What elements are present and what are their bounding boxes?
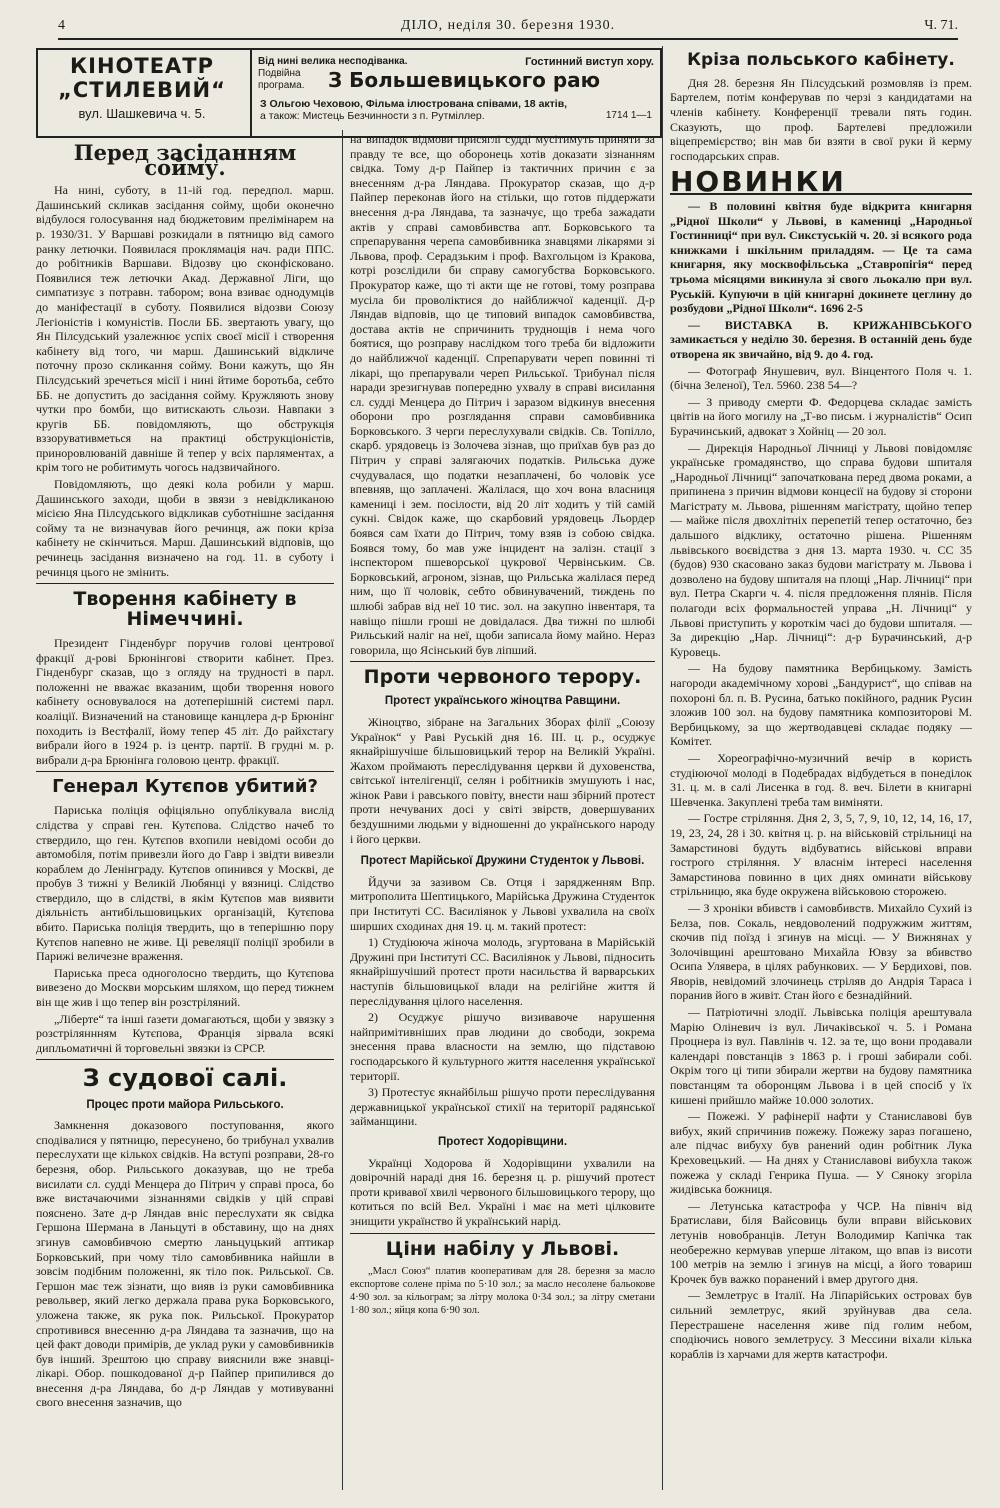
news-item-9: — З хроніки вбивств і самовбивств. Михайло Сухий із Белза, пов. Сокаль, невдоволений подружжим життям, скочив під поїзд і згинув на місці. — У Вижнянах у Золочівщині арештовано Михайла Ювзу за вбивство Осипа Улявера, в цілях рабункових. — У Бердиховi, пов. Яворів, невідомий злочинець стріляв до Андрія Тараса і поранив його в живіт. Стан його є безнадійний.: [670, 900, 972, 1003]
article-kutepov-p3: „Ліберте“ та інші ґазети домагаються, щоби у звязку з розстріляннням Кутєпова, Франція зірвала всякі дипльоматичні й торговельні звязки із СРСР.: [36, 1011, 334, 1055]
page-number: 4: [58, 18, 65, 33]
ad-code: 1714 1—1: [605, 110, 652, 121]
news-item-7: — Хореографічно-музичний вечір в користь студіюючої молоді в Подебрадах відбудеться в понеділок 31. ц. м. в салі Лисенка в год. 8. веч. Білети в книгарні Шевченка. Закуплені треба там виміняти.: [670, 750, 972, 809]
cinema-address: вул. Шашкевича ч. 5.: [78, 106, 206, 121]
divider: [350, 1233, 655, 1234]
headline-sejm: Перед засіданням сойму.: [73, 140, 297, 180]
divider: [350, 661, 655, 662]
column-3: [670, 46, 972, 1496]
news-item-5: — Дирекція Народньої Лічниці у Львові повідомляє українське громадянство, що справа будови шпиталя „Народньої Лічниці“ започаткована перед двома роками, а припинена з причин відмови концесії на будову зі сторони Магістрату м. Львова, рішенням магістрату, щойно тепер — майже після двохлітніх перепетій тепер остаточно, без дальшого відклику, остаточно рішена. Рішенням львівського воєвідства з дня 13. марта 1930. ч. СС 35 (будов) 930 скасовано заказ будови магістрату м. Львова і дозволено на будову шпиталя на площі „Нар. Лічниці“ при вул. Петра Скарги ч. 4. після предложення плянів. Після полагоди всіх формальностей управа „Н. Лічниці“ у Львові приступить у короткім часі до будови шпиталя. — За дирекцію „Нар. Лічниці“: д-р Бурачинський, д-р Куровець.: [670, 440, 972, 659]
news-item-1: — В половині квітня буде відкрита книгарня „Рідної Школи“ у Львові, в камениці „Народньої Гостинниці“ при вул. Сикстуській ч. 20. зі всякого рода книжками і шкільним приладдям. — Це та сама книгарня, яку москвофільська „Ставропігія“ перед трьома місяцями викинула зі свого льокалю при вул. Руській. Купуючи в цій книгарні докинете цеглину до розбудови „Рідної Школи“. 1696 2-5: [670, 199, 972, 316]
news-item-12: — Летунська катастрофа у ЧСР. На північ від Братислави, біля Вайсовиць були вправи військових летунів новобранців. Летун Володимир Капічка так необережно кермував уперше літаком, що впав із висоти 100 метрів на землю і згинув на місці, а його товариш Крочек був важко поранений і вмер другого дня.: [670, 1198, 972, 1286]
article-khodoriv-p1: Українці Ходорова й Ходорівщини ухвалили на довірочній нараді дня 16. березня ц. р. рішучий протест проти кривавої хвилі червоного більшовицького терору, що котиться по всій Вел. Україні і має на меті цілковите знищити українство й український нарід.: [350, 1155, 655, 1228]
article-students-p4: 3) Протестує якнайбільш рішучо проти переслідування державницької української стихії на території радянської займанщини.: [350, 1085, 655, 1129]
issue-number: Ч. 71.: [924, 18, 958, 33]
column-rule-1: [342, 130, 343, 1490]
subhead-khodoriv: Протест Ходорівщини.: [437, 1135, 568, 1148]
headline-court: З судової салі.: [82, 1064, 288, 1093]
headline-polish-cabinet: Кріза польського кабінету.: [687, 50, 955, 70]
article-students-p2: 1) Студіююча жіноча молодь, згуртована в Марійській Дружині при Інституті СС. Василіянок у Львові, підносить якнайрішучіший протест проти насильства й варварських наступів більшовицької влади на релігійне життя й переслідування цілого населення.: [350, 935, 655, 1008]
cinema-label: КІНОТЕАТР: [69, 54, 215, 78]
section-news: НОВИНКИ: [670, 175, 972, 195]
article-court-cont: на випадок відмови присяглі судді мусітимуть приняти за правду те все, що оборонець хотів доказати зізнанням свідка. Тому д-р Пайпер із тактичних причин є за внесенням д-ра Ляндава. Прокуратор сказав, що д-р Пайпер переконав його на стільки, що готов піддержати внесення д-ра Ляндава, та зазначує, що треба зажадати актів у справі самовбивства апт. Борковського та спрепарування черепа самовбивника знавцями лікарями зі Львова, проф. Серадзьким і проф. Вахгольцом із Кракова, котрі розслідили би справу самогубства Борковського. Прокуратор каже, що ті акти ще не готові, тому розправа мусіла би проволіктися до найближчої каденції. Д-р Ляндав відповів, що це типовий випадок самовбивства, доставa актів не спричинить труднощів і нема чого боятися, що розправу наслідком того треба би відложити до найближчої каденції. Спрепарувати череп повинні ті лікарі, що препарували череп Рильської. Трибунал після наради зрезигнував попередню ухвалу в справі висилання сл. судді Менцера до Пітрич і заразом відкинув внесення оборони про розглядання справи самовбивника Борковського. З черги переслухували свідків. Св. Топілло, скарб. урядовець із Золочева зізнав, що приїхав був раз до Пітрич у справі залягаючих податків. Рильська дуже счудувалася, що податки незаплачені, бо чоловік усе впевняв, що заплачені. Жалілася, що хоч вона власниця камениці і зем. посілости, від 20 літ ходить у тій самій сукні. Свідок каже, що скарбовий урядовець Льордер боявся сам їхати до Пітрич, тому взяв із собою свідка. Боявся тому, бо мав уже інцидент на залізн. стації з інспектором пшеворської цукрової Червінським. Св. Борковський, агроном, зізнав, що Рильська жалілася перед ним, що її чоловік, себто обвинувачений, тиждень по шлюбі забрав від неї 10 тис. зол. на закупно інвентаря, та навіщо пішли гроші не довідалася. Два тижні по шлюбі Рильський наліг на неї, щоби записала йому майно. Нераз говорила, що Ясінський був ліпший.: [350, 132, 655, 657]
ad-divider: [250, 50, 252, 136]
article-students-p1: Йдучи за зазивом Св. Отця і зарядженням Впр. митрополита Шептицького, Марійська Дружина Студенток при Інституті СС. Василіянок у Львові ухвалила на своїх ширших сходинах дня 19. ц. м. такий протест:: [350, 874, 655, 933]
headline-kutepov: Генерал Кутєпов убитий?: [52, 776, 318, 798]
ad-line2: Подвійна програма.: [258, 68, 305, 91]
film-also: а також: Мистець Безчинности з п. Рутміллер.: [260, 110, 485, 122]
masthead-title: ДІЛО, неділя 30. березня 1930.: [400, 18, 616, 33]
subhead-students: Протест Марійської Дружини Студенток у Львові.: [360, 855, 645, 868]
news-item-4: — З приводу смерти Ф. Федорцева складає замість цвітів на його могилу на „Т-во письм. і журналістів“ Осип Бурачинський, адвокат з Хойніц — 20 зол.: [670, 394, 972, 438]
article-sejm-p2: Повідомляють, що деякі кола робили у марш. Дашинського заходи, щоби в звязи з невідкликаною місією Яна Пілсудського відкликав суботнішне засідання сойму та не визначував його речинця, аж поки кріза кабінету не скінчиться. Марш. Дашинський відповів, що речинець засідання визначено на год. 11. в суботу і речинця цього не змінить.: [36, 477, 334, 579]
article-ravshchyna-p1: Жіноцтво, зібране на Загальних Зборах філії „Союзу Українок“ у Раві Руській дня 16. ІІІ. ц. р., осуджує якнайрішучіше більшовицький терор на Великій Україні. Жахом проймають переслідування церкви й духовенства, світської інтелігенції, селян і робітників змушують і нас, жінок Рави і равського повіту, внести наш збірний протест проти нечуваних досі у світі звірств, довершуваних бездушними людьми у відношенні до українського народу і його церкви.: [350, 714, 655, 846]
news-item-13: — Землетрус в Італії. На Ліпарійських островах був сильний землетрус, який зруйнував два села. Перестрашене населення живе під голим небом, сподіючись нового землетрусу. З Мессини віхали кілька кораблів із харчами для жертв катастрофи.: [670, 1288, 972, 1361]
article-prices-p1: „Масл Союз“ платив кооперативам для 28. березня за масло експортове солене пріма по 5·10 зол.; за масло несолене бальокове 4·90 зол. за кільограм; за літру молока 0·34 зол.; за літру сметани 1·80 зол.; яйця копа 6·90 зол.: [350, 1266, 655, 1317]
column-rule-2: [662, 46, 663, 1490]
news-item-3: — Фотограф Янушевич, вул. Вінцентого Поля ч. 1. (бічна Зеленої), Тел. 5960. 238 54—?: [670, 363, 972, 393]
article-students-p3: 2) Осуджує рішучо визивавоче нарушення найпримітивніших прав людини до свободи, зокрема знесення права власности на землю, що підставою господарського й культурного життя населення української території.: [350, 1010, 655, 1083]
news-item-11: — Пожежі. У рафінерії нафти у Станиславові був вибух, який спричинив пожежу. Пожежу зараз погашено, але підчас вибуху був ранений один робітник Лука Креховецький. — На днях у Станиславові вибухла також пожежа у складі Генрика Пуша. — У Сяноку згоріла жидівська божниця.: [670, 1109, 972, 1197]
masthead: [58, 18, 958, 40]
divider: [36, 583, 334, 584]
article-court-p1: Замкнення доказового поступовання, якого сподівалися у пятницю, пересунено, бо трибунал ухвалив переслухати ще кількох свідків. На вступі розправи, 28-го березня, обор. Рильського доказував, що не треба висилати сл. судді Менцера до Пітрич у справі проса, бо вже вистачаючими зізнаннями свідків у цій справі пояснено. Зате д-р Ляндав вніс переслухати як свідка Гершона Шермана в Ланьцуті в обставину, що на днях згинув самовбивчою смертю ланьцуцький аптикар Борковський, при чому тіло самовбивника найшли в зовсім подібним положенні, як тіло пок. Рильської. Св. Гершон має теж зізнати, що вияв із руки самовбивника револьвер, який легко держала права рука Борковського, уложена также, як рука пок. Рильської. Прокуратор спротивився внесенню д-ра Ляндава та зазначив, що на цей факт доводи примірів, де уклад руки у самовбивників був інший. Зрештою цю справу вияснили вже знавці-лікарі. Обор. пошкодованої д-р Пайпер припилився до внесення д-ра Ляндава, бо д-р Ляндав у мотивуванні свого внесення зазначив, що: [36, 1118, 334, 1410]
headline-prices: Ціни набілу у Львові.: [385, 1237, 620, 1260]
divider: [36, 771, 334, 772]
news-item-8: — Гостре стріляння. Дня 2, 3, 5, 7, 9, 10, 12, 14, 16, 17, 19, 23, 24, 28 і 30. квітня ц. р. на військовій стрільниці на Замарстинові будуть відбуватись військові вправи гострого стріляння. У власнім інтересі населення Замарстинова повинно в цих днях оминати військову стрільницю, яка буде окружена військовою сторожею.: [670, 811, 972, 899]
ad-line1-right: Гостинний виступ хору.: [525, 56, 654, 68]
subhead-court: Процес проти майора Рильського.: [86, 1098, 284, 1111]
article-polish-cabinet-p1: Дня 28. березня Ян Пілсудський розмовляв із прем. Бартелем, потім конферував по черзі з кандидатами на членів кабінету. Конференції тревали пять годин. Сказують, що проф. Бартелеві предложили віцепремієрство; він мав би взяти в свої руки й керму господарських справ.: [670, 75, 972, 163]
headline-germany: Творення кабінету в Німеччині.: [73, 588, 297, 631]
column-1: [36, 140, 334, 1495]
article-germany-p1: Президент Гінденбург поручив голові центрової фракції д-рові Брюнінгові створити кабінет. През. Гінденбург сказав, що з огляду на трудності в парл. положенні не вважає вказаним, щоби творення нового кабінету основувалося на дотеперішній системі парл. коаліції. Визначений на становище канцлера д-р Брюнінг походить із Вестфалії, йому тепер 45 літ. До райхстагу вибрали його в 1924 р. із центр. партії. В грудні м. р. вибрали д-ра Брюнінга головою центр. фракції.: [36, 636, 334, 767]
headline-red-terror: Проти червоного терору.: [363, 666, 642, 689]
article-sejm-p1: На нині, суботу, в 11-ій год. передпол. марш. Дашинський скликав засідання сойму, щоби оконечно відбулося голосування над бюджетовим прелімінарем на р. 1930/31. У Варшаві розкидали в пятницю від самого ранку летючки. Появилася проклямація нач. ради ППС. до робітників Варшави. Відозву цю сконфісковано. Появилися теж летючки Акад. Державної Ліги, що симпатизує з потравн. табором; вона взиває однодумців до маніфестації в суботу. Появилися відозви Союзу Легіоністів і комуністів. Посли ББ. звертають увагу, що Ян Пілсудський узалежнює успіх своєї місії і створення кабінету від того, чи марш. Дашинський відкличе поточну прозо скликання сойму. Вони кажуть, що Ян Пілсудський зречеться місії і нині йтиме боротьба, себто ББ. не допустить до засідання сойму. Кружляють знову чутки про бомби, що витискають сльози. Навпаки з кругів ББ. повідомляють, що обструкція вззорувативметься на практиці обструкціоністів, приноровлюваній давніше й тепер у всіх парляментах, а крім того не робитимуть чогось надзвичайного.: [36, 183, 334, 475]
cinema-block: [42, 54, 242, 121]
cinema-advertisement: [36, 48, 662, 138]
news-item-10: — Патріотичні злодії. Львівська поліція арештувала Марію Оліневич із вул. Личаківської ч. 5. і Романа Процнера із вул. Павлінів ч. 12. за те, що вони продавали календарі повстанців з 1863 р. і гроші забирали собі. Окрім того ці типи збирали жертви на будову памятника повстанцям та оборонцям Львова і в цей спосіб у їх кишені прийшло майже 10.000 золотих.: [670, 1005, 972, 1107]
film-cast: З Ольгою Чеховою, Фільма ілюстрована співами, 18 актів,: [260, 98, 568, 110]
article-kutepov-p1: Париська поліція офіціяльно опублікувала вислід слідства у справі ген. Кутєпова. Слідство начеб то ствердило, що ген. Кутєпов вхопили невідомі особи до автомобіля, потім привезли його до Гавр і звідти вивезли кораблем до Ленінграду. Кутєпов опинився у Москві, де пробув 3 тижні у Великій Любянці у вязниці. Слідство ствердило, що в слідстві, в якім Кутєпов мав виявити діяльність антибільшовицьких організацій, Кутєпова вбито. Париська поліція твердить, що в теперішню пору Кутєпов напевно не живе. Ці ревеляції поліції зробили в Парижі величезне враження.: [36, 803, 334, 964]
news-item-6: — На будову памятника Вербицькому. Замість нагороди академічному хорові „Бандурист“, що співав на похороні бл. п. В. Русина, батько покійного, радник Русин зложив 100 зол. на будову памятника композиторові М. Вербицькому, за що жертводавцеві складає подяку — Комітет.: [670, 661, 972, 749]
subhead-ravshchyna: Протест українського жіноцтва Равщини.: [384, 695, 621, 708]
film-title: З Большевицького раю: [328, 68, 601, 92]
cinema-name: „СТИЛЕВИЙ“: [58, 78, 226, 102]
ad-line1-left: Від нині велика несподіванка.: [258, 56, 408, 67]
column-2: [350, 132, 655, 1494]
article-kutepov-p2: Париська преса одноголосно твердить, що Кутєпова вивезено до Москви морським шляхом, що перед тижнем він ще жив і що тепер він розстріляний.: [36, 965, 334, 1010]
divider: [36, 1059, 334, 1060]
news-item-2: — ВИСТАВКА В. КРИЖАНІВСЬКОГО замикається у неділю 30. березня. В останній день буде отворена як звичайно, від 9. до 4. год.: [670, 317, 972, 361]
